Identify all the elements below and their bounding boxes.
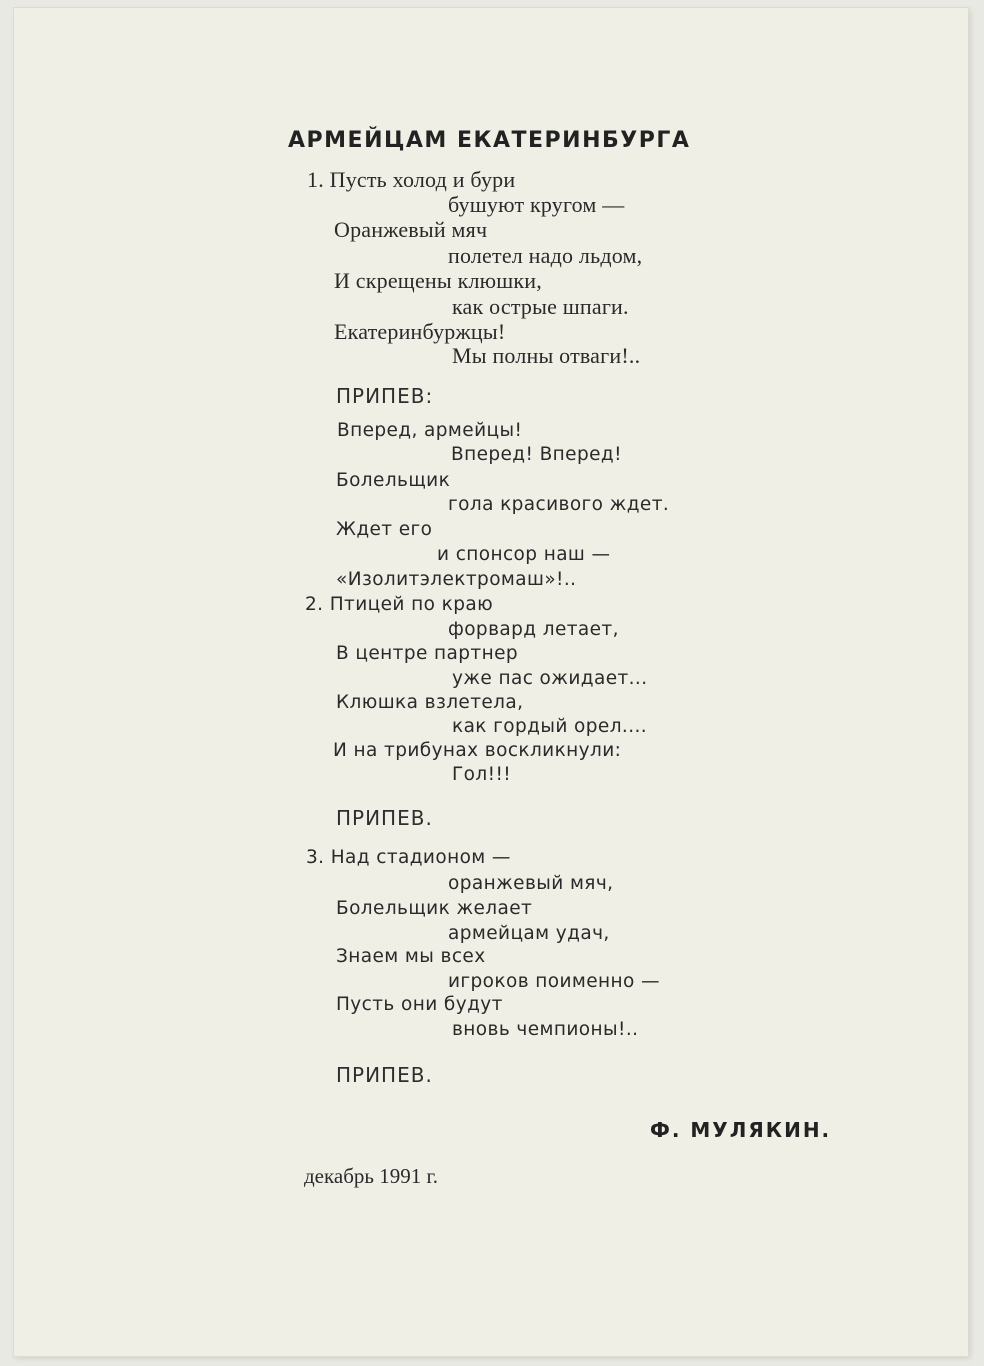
refrain-heading-2: ПРИПЕВ. xyxy=(336,806,433,830)
verse1-line-3: Оранжевый мяч xyxy=(334,217,488,242)
verse2-line-7: И на трибунах воскликнули: xyxy=(333,740,622,761)
verse3-line-8: вновь чемпионы!.. xyxy=(452,1019,639,1040)
verse1-line-4: полетел надо льдом, xyxy=(448,243,643,268)
verse3-line-5: Знаем мы всех xyxy=(336,946,486,967)
refrain-heading-3: ПРИПЕВ. xyxy=(336,1063,433,1087)
refrain-line-7: «Изолитэлектромаш»!.. xyxy=(336,569,577,590)
author-name: Ф. МУЛЯКИН. xyxy=(650,1118,832,1142)
verse1-line-8: Мы полны отваги!.. xyxy=(452,343,641,368)
verse2-line-4: уже пас ожидает... xyxy=(452,668,648,689)
refrain-heading-1: ПРИПЕВ: xyxy=(336,384,434,408)
refrain-line-3: Болельщик xyxy=(336,470,451,491)
verse3-line-1: 3. Над стадионом — xyxy=(306,847,511,868)
verse2-line-2: форвард летает, xyxy=(448,619,619,640)
verse3-line-7: Пусть они будут xyxy=(336,994,503,1015)
verse1-line-2: бушуют кругом — xyxy=(448,192,625,217)
verse1-line-6: как острые шпаги. xyxy=(452,294,629,319)
verse1-line-5: И скрещены клюшки, xyxy=(334,268,542,293)
refrain-line-2: Вперед! Вперед! xyxy=(451,444,622,465)
verse2-line-5: Клюшка взлетела, xyxy=(336,692,524,713)
verse2-line-8: Гол!!! xyxy=(452,764,512,785)
verse3-line-3: Болельщик желает xyxy=(336,898,533,919)
verse1-line-1: 1. Пусть холод и бури xyxy=(307,167,516,192)
verse2-line-6: как гордый орел.... xyxy=(452,716,648,737)
refrain-line-5: Ждет его xyxy=(336,519,433,540)
verse3-line-4: армейцам удач, xyxy=(448,923,610,944)
verse3-line-2: оранжевый мяч, xyxy=(448,873,614,894)
song-title: АРМЕЙЦАМ ЕКАТЕРИНБУРГА xyxy=(288,128,691,153)
verse1-line-7: Екатеринбуржцы! xyxy=(334,319,506,344)
verse3-line-6: игроков поименно — xyxy=(448,971,660,992)
verse2-line-1: 2. Птицей по краю xyxy=(305,594,494,615)
verse2-line-3: В центре партнер xyxy=(336,643,518,664)
refrain-line-1: Вперед, армейцы! xyxy=(337,420,523,441)
date-line: декабрь 1991 г. xyxy=(304,1164,438,1188)
refrain-line-6: и спонсор наш — xyxy=(437,544,611,565)
refrain-line-4: гола красивого ждет. xyxy=(448,494,670,515)
